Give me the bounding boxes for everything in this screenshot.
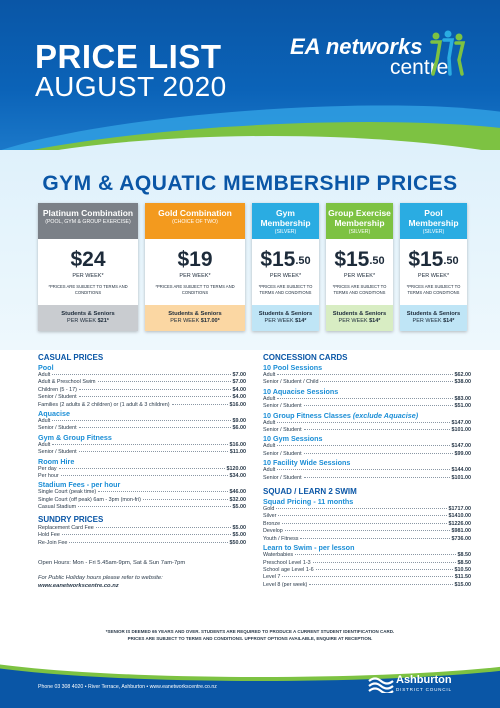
row-value: $147.00 [451,419,471,426]
price-row [263,475,471,482]
card-price-cents: .50 [369,255,385,267]
logo-text-bottom: centre [390,56,449,79]
row-value: $101.00 [451,474,471,481]
row-value: $981.00 [451,528,471,535]
card-footer-prefix: PER WEEK [170,318,201,324]
price-row [263,552,471,559]
dot-leader [79,451,228,452]
card-terms: *PRICES ARE SUBJECT TO TERMS AND CONDITIONS [258,284,313,295]
row-label: Gold [263,506,275,513]
card-footer-prefix: PER WEEK [338,318,370,324]
price-row [263,521,471,528]
row-value: $50.00 [229,539,246,546]
dot-leader [285,530,450,531]
row-label: Adult [263,419,276,426]
row-value: $5.00 [232,532,246,539]
row-value: $38.00 [454,379,471,386]
card-per-week: PER WEEK* [179,273,211,279]
card-name: Platinum Combination [42,208,134,218]
dot-leader [79,427,231,428]
stadium-title: Stadium Fees - per hour [38,480,121,490]
dot-leader [98,491,227,492]
room-hire-title: Room Hire [38,456,75,466]
dot-leader [304,429,450,430]
row-value: $46.00 [229,489,246,496]
row-value: $16.00 [229,401,246,408]
page-title: PRICE LIST [35,38,222,75]
membership-card-pool [400,203,467,331]
membership-card-gold [145,203,245,331]
aquacise-list [38,418,246,433]
card-price-cents: .50 [295,255,311,267]
price-row [263,560,471,567]
card-subtitle: (SILVER) [274,229,297,235]
disclaimer-line-2: PRICES ARE SUBJECT TO TERMS AND CONDITIONS. UPFRONT OPTIONS AVAILABLE, ENQUIRE AT RECEPTION. [127,636,373,641]
concession-cards-title: CONCESSION CARDS [263,353,348,362]
dot-leader [277,398,452,399]
row-value: $736.00 [451,535,471,542]
aquacise-sessions-title: 10 Aquacise Sessions [263,386,339,396]
price-row [263,467,471,474]
card-price-main: $15 [408,248,444,271]
row-label: Adult [38,418,51,425]
page-footer [0,655,500,708]
card-price-main: $15 [334,248,370,271]
card-price [252,249,319,271]
group-fitness-sessions-title [263,411,471,420]
row-label: Hold Fee [38,532,60,539]
price-row [263,513,471,520]
dot-leader [52,374,230,375]
card-terms: *PRICES ARE SUBJECT TO TERMS AND CONDITIONS [332,284,387,295]
row-value: $83.00 [454,395,471,402]
row-value: $62.00 [454,372,471,378]
row-label: Waterbabies [263,552,294,559]
price-row [263,536,471,543]
price-row [263,427,471,434]
row-label: Casual Stadium [38,504,77,511]
dot-leader [69,542,227,543]
card-footer-label: Students & Seniors [406,311,461,317]
price-row [38,525,246,532]
dot-leader [316,569,453,570]
dot-leader [79,396,231,397]
row-label: Develop [263,528,283,535]
row-label: Preschool Level 1-3 [263,559,311,566]
price-row [263,567,471,574]
price-row [263,443,471,450]
row-label: Single Court (peak time) [38,489,97,496]
dot-leader [277,445,449,446]
row-value: $8.50 [457,552,471,559]
page-subtitle: AUGUST 2020 [35,71,227,102]
row-label: Senior / Student [263,450,302,457]
membership-card-gym [252,203,319,331]
row-label: Level 8 (per week) [263,581,308,588]
dot-leader [304,477,450,478]
ea-networks-logo [290,34,470,94]
row-label: Silver [263,513,277,520]
row-value: $15.00 [454,581,471,588]
row-value: $120.00 [226,465,246,472]
card-footer-prefix: PER WEEK [264,318,296,324]
price-row [263,379,471,386]
squad-pricing-title: Squad Pricing - 11 months [263,497,354,507]
card-footer-price [145,318,245,325]
facility-wide-sessions-title: 10 Facility Wide Sessions [263,458,351,468]
row-value: $7.00 [232,372,246,378]
row-label: Adult [38,441,51,448]
price-lists [0,352,500,622]
casual-prices-column [38,352,246,590]
card-footer-prefix: PER WEEK [412,318,444,324]
row-label: Children (5 - 17) [38,386,77,393]
dot-leader [313,562,456,563]
card-subtitle: (CHOICE OF TWO) [172,219,218,225]
card-price [326,249,393,271]
row-label: Re-Join Fee [38,539,68,546]
group-fitness-title-text: 10 Group Fitness Classes [263,410,353,420]
row-label: Adult [263,443,276,450]
row-label: Adult & Preschool Swim [38,379,96,386]
row-label: Adult [263,372,276,378]
card-footer-price [252,318,319,325]
row-label: Senior / Student [38,425,77,432]
card-price [145,249,245,271]
price-row [263,528,471,535]
price-row [38,394,246,401]
row-value: $4.00 [232,386,246,393]
council-name: Ashburton [396,674,452,686]
casual-prices-title: CASUAL PRICES [38,353,104,362]
row-label: Per day [38,465,57,472]
card-header [145,203,245,239]
row-value: $16.00 [229,441,246,448]
price-row [38,466,246,473]
dot-leader [277,422,449,423]
card-price-main: $19 [177,248,213,271]
row-label: Adult [38,372,51,378]
price-row [263,396,471,403]
row-label: School age Level 1-6 [263,566,314,573]
card-footer [400,305,467,331]
sundry-list [38,525,246,547]
ashburton-council-logo [368,673,478,701]
row-label: Senior / Student [38,394,77,401]
card-footer-amount: $17.00* [200,318,220,324]
dot-leader [52,420,230,421]
contact-info: Phone 03 308 4020 • River Terrace, Ashburton • www.eanetworkscentre.co.nz [38,684,217,690]
card-per-week: PER WEEK* [417,273,450,279]
price-row [38,497,246,504]
card-footer [38,305,138,331]
row-label: Replacement Card Fee [38,524,94,531]
row-label: Families (2 adults & 2 children) or (1 adult & 3 children) [38,401,170,408]
row-value: $5.00 [232,524,246,531]
row-label: Per hour [38,473,59,480]
card-footer-price [38,318,138,325]
pool-title: Pool [38,363,54,372]
row-value: $101.00 [451,427,471,434]
card-footer-price [326,318,393,325]
card-footer-label: Students & Seniors [332,311,387,317]
squad-title: SQUAD / LEARN 2 SWIM [263,487,357,497]
row-value: $4.00 [232,394,246,401]
row-label: Adult [263,395,276,402]
card-header [326,203,393,239]
pool-sessions-title: 10 Pool Sessions [263,363,323,372]
price-row [263,420,471,427]
row-value: $11.00 [229,449,246,456]
card-footer [145,305,245,331]
price-row [38,379,246,386]
row-value: $10.50 [454,566,471,573]
card-footer-label: Students & Seniors [61,311,115,317]
dot-leader [309,584,452,585]
logo-text-top: EA networks [290,34,423,59]
website-link[interactable]: www.eanetworkscentre.co.nz [38,582,119,589]
gym-sessions-title: 10 Gym Sessions [263,434,323,444]
card-footer [252,305,319,331]
row-value: $9.00 [232,418,246,425]
card-price-main: $15 [260,248,296,271]
price-row [38,425,246,432]
card-price [400,249,467,271]
gym-list [38,442,246,457]
row-value: $34.00 [229,473,246,480]
row-value: $32.00 [229,496,246,503]
dot-leader [295,554,455,555]
card-price-main: $24 [70,248,106,271]
room-hire-list [38,466,246,481]
price-row [38,418,246,425]
dot-leader [98,381,231,382]
open-hours: Open Hours: Mon - Fri 5.45am-9pm, Sat & Sun 7am-7pm [38,559,186,566]
card-per-week: PER WEEK* [72,273,104,279]
price-row [38,449,246,456]
price-row [263,403,471,410]
price-row [263,451,471,458]
card-header [38,203,138,239]
dot-leader [96,527,231,528]
row-label: Bronze [263,520,281,527]
sundry-prices-title: SUNDRY PRICES [38,514,104,524]
row-value: $51.00 [454,403,471,410]
card-name: Gold Combination [158,208,232,218]
card-terms: *PRICES ARE SUBJECT TO TERMS AND CONDITIONS [155,284,235,295]
dot-leader [300,538,449,539]
row-label: Senior / Student / Child [263,379,319,386]
holiday-note: For Public Holiday hours please refer to website: [38,574,163,581]
price-row [38,532,246,539]
dot-leader [59,468,225,469]
card-header [252,203,319,239]
card-footer-prefix: PER WEEK [67,318,98,324]
dot-leader [277,374,452,375]
dot-leader [276,508,446,509]
row-value: $11.50 [454,574,471,581]
row-value: $1717.00 [448,506,471,513]
disclaimer [0,628,500,642]
group-fitness-title-note: (exclude Aquacise) [352,410,419,420]
membership-heading: GYM & AQUATIC MEMBERSHIP PRICES [42,172,458,195]
card-terms: *PRICES ARE SUBJECT TO TERMS AND CONDITIONS [48,284,128,295]
row-label: Single Court (off peak) 6am - 3pm (mon-fri) [38,496,141,503]
card-footer [326,305,393,331]
row-label: Level 7 [263,574,281,581]
card-footer-label: Students & Seniors [258,311,313,317]
dot-leader [278,515,446,516]
dot-leader [79,389,231,390]
row-value: $144.00 [451,467,471,474]
row-value: $5.00 [232,504,246,511]
swimmer-figures-icon [428,30,466,78]
card-price [38,249,138,271]
dot-leader [304,405,453,406]
card-price-cents: .50 [443,255,459,267]
page-header [0,0,500,150]
pool-list [38,372,246,409]
price-row [263,506,471,513]
card-terms: *PRICES ARE SUBJECT TO TERMS AND CONDITIONS [406,284,461,295]
disclaimer-line-1: *SENIOR IS DEEMED 65 YEARS AND OVER. STUDENTS ARE REQUIRED TO PRODUCE A CURRENT STUDENT IDENTIFICATION CARD. [105,629,395,634]
row-label: Senior / Student [38,449,77,456]
river-waves-icon [368,675,394,693]
row-value: $99.00 [454,450,471,457]
price-row [263,574,471,581]
concession-column [263,352,471,589]
price-row [38,504,246,511]
price-row [38,442,246,449]
dot-leader [62,534,231,535]
card-footer-amount: $14* [369,318,381,324]
aquacise-title: Aquacise [38,409,70,419]
card-subtitle: (SILVER) [348,229,371,235]
dot-leader [78,506,230,507]
dot-leader [304,453,453,454]
dot-leader [143,499,228,500]
membership-card-group-exercise [326,203,393,331]
row-label: Senior / Student [263,403,302,410]
price-row [263,582,471,589]
council-subtitle: DISTRICT COUNCIL [396,687,452,692]
row-value: $7.00 [232,379,246,386]
row-value: $6.00 [232,425,246,432]
row-label: Adult [263,467,276,474]
gym-title: Gym & Group Fitness [38,432,112,442]
card-subtitle: (SILVER) [422,229,445,235]
row-label: Youth / Fitness [263,535,299,542]
row-value: $1226.00 [448,520,471,527]
dot-leader [282,576,452,577]
price-row [38,540,246,547]
price-row [263,372,471,379]
price-row [38,473,246,480]
card-footer-amount: $21* [97,318,109,324]
card-footer-price [400,318,467,325]
dot-leader [52,444,227,445]
price-row [38,402,246,409]
card-footer-amount: $14* [295,318,307,324]
row-label: Senior / Student [263,427,302,434]
dot-leader [277,469,449,470]
row-value: $8.50 [457,559,471,566]
card-per-week: PER WEEK* [269,273,302,279]
dot-leader [320,381,452,382]
card-header [400,203,467,239]
dot-leader [282,523,446,524]
learn-to-swim-title: Learn to Swim - per lesson [263,543,355,553]
price-row [38,489,246,496]
row-value: $1410.00 [448,513,471,520]
dot-leader [61,475,228,476]
stadium-list [38,489,246,511]
row-label: Senior / Student [263,474,302,481]
card-subtitle: (POOL, GYM & GROUP EXERCISE) [45,219,131,225]
card-per-week: PER WEEK* [343,273,376,279]
price-row [38,372,246,379]
membership-card-platinum [38,203,138,331]
card-footer-amount: $14* [443,318,455,324]
row-value: $147.00 [451,443,471,450]
price-row [38,387,246,394]
card-name: Pool Membership [408,208,459,228]
card-name: Group Exercise Membership [328,208,391,228]
card-footer-label: Students & Seniors [168,311,222,317]
card-name: Gym Membership [260,208,311,228]
dot-leader [172,404,228,405]
